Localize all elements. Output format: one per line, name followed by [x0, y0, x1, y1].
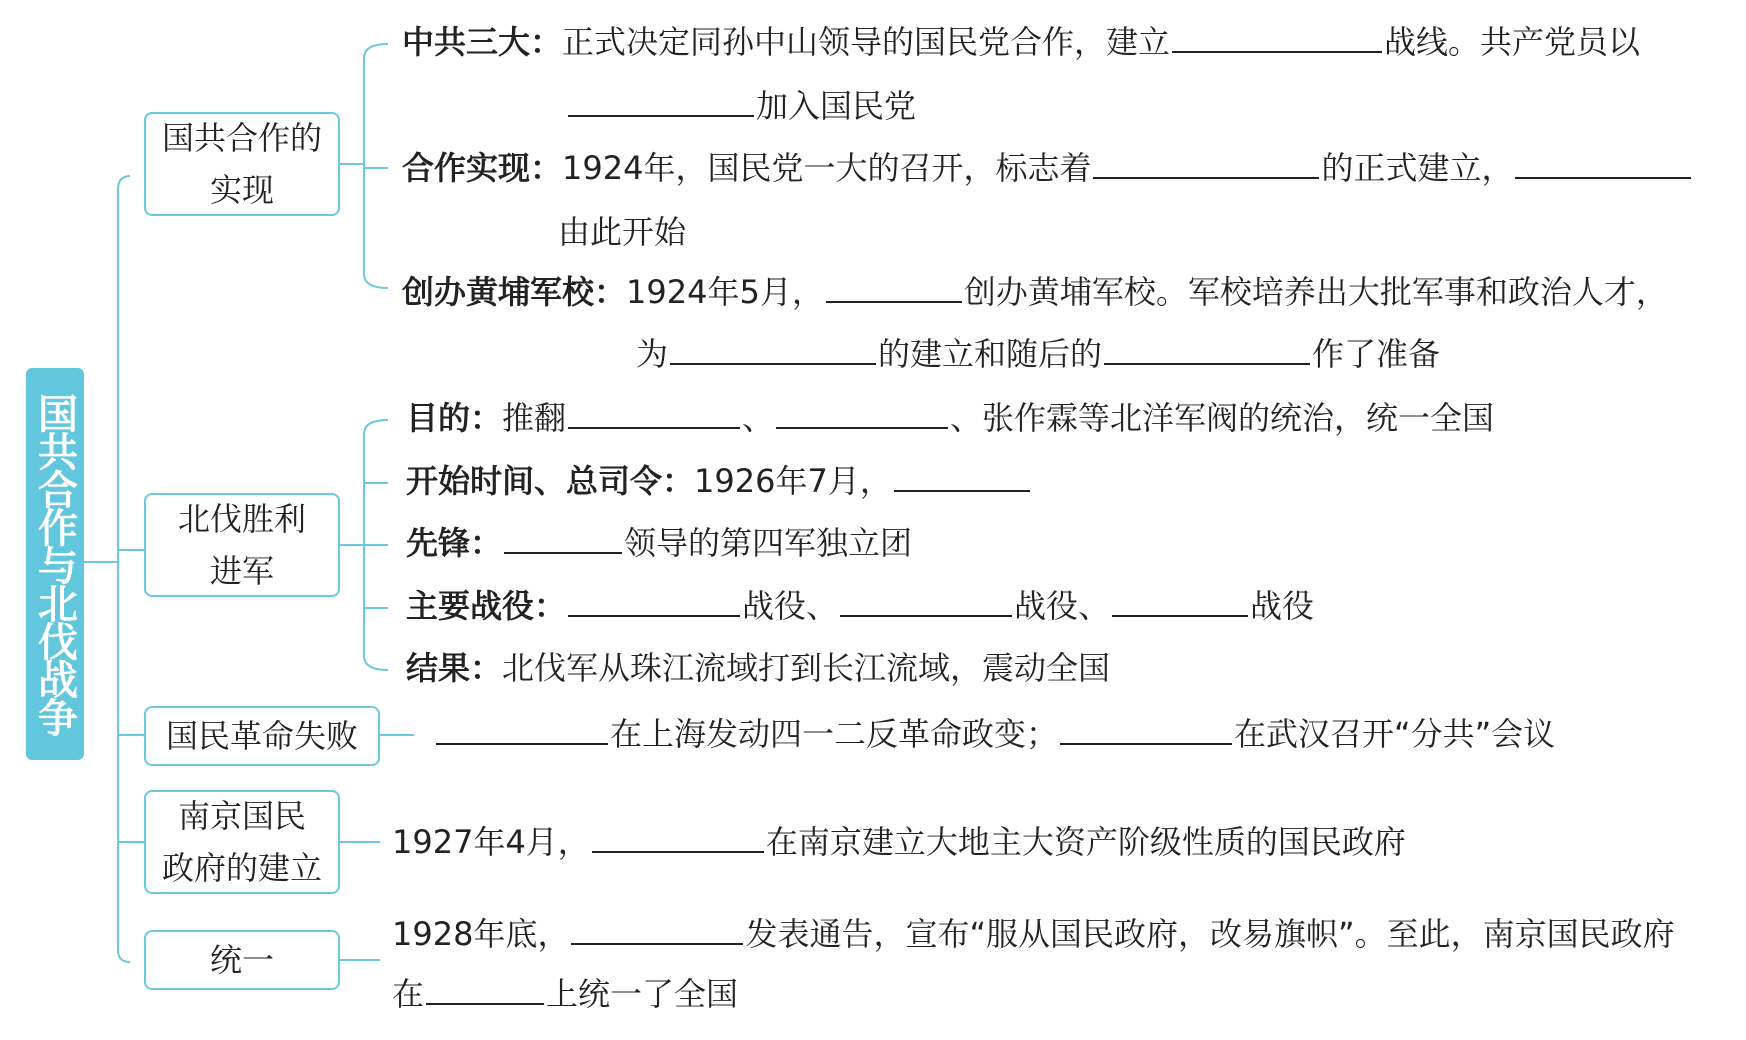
item-third-congress-cont: 加入国民党	[566, 84, 916, 128]
blank	[568, 587, 740, 617]
item-label: 先锋：	[406, 524, 503, 562]
item-label: 中共三大：	[402, 23, 563, 61]
blank	[1172, 23, 1382, 53]
node-kmt-cpc-cooperation: 国共合作的 实现	[144, 112, 340, 216]
item-label: 结果：	[406, 649, 503, 687]
item-main-battles: 主要战役： 战役、 战役、 战役	[406, 587, 1315, 625]
item-vanguard: 先锋： 领导的第四军独立团	[406, 524, 913, 562]
item-purpose: 目的：推翻 、 、张作霖等北洋军阀的统治，统一全国	[406, 399, 1495, 437]
item-whampoa-academy: 创办黄埔军校：1924年5月， 创办黄埔军校。军校培养出大批军事和政治人才，	[402, 273, 1668, 311]
item-unification: 1928年底， 发表通告，宣布“服从国民政府，改易旗帜”。至此，南京国民政府	[392, 915, 1675, 953]
item-cooperation-realized: 合作实现：1924年，国民党一大的召开，标志着 的正式建立，	[402, 146, 1693, 190]
item-label: 目的：	[406, 399, 503, 437]
node-unification: 统一	[144, 930, 340, 990]
node-northern-expedition: 北伐胜利 进军	[144, 493, 340, 597]
blank	[426, 975, 544, 1005]
blank	[776, 399, 948, 429]
blank	[670, 335, 876, 365]
blank	[436, 715, 608, 745]
blank	[826, 273, 962, 303]
item-third-congress: 中共三大：正式决定同孙中山领导的国民党合作，建立 战线。共产党员以	[402, 23, 1641, 61]
item-unification-cont: 在 上统一了全国	[392, 975, 739, 1013]
blank	[568, 87, 754, 117]
item-label: 主要战役：	[406, 587, 567, 625]
blank	[592, 823, 764, 853]
blank	[1060, 715, 1232, 745]
item-label: 合作实现：	[402, 149, 563, 187]
blank	[894, 462, 1030, 492]
blank	[840, 587, 1012, 617]
root-title	[26, 368, 84, 760]
item-revolution-failure: 在上海发动四一二反革命政变； 在武汉召开“分共”会议	[434, 712, 1555, 756]
node-nanjing-government: 南京国民 政府的建立	[144, 790, 340, 894]
item-nanjing-government: 1927年4月， 在南京建立大地主大资产阶级性质的国民政府	[392, 823, 1406, 861]
item-start-time: 开始时间、总司令：1926年7月，	[406, 459, 1032, 503]
blank	[1515, 149, 1691, 179]
item-result: 结果：北伐军从珠江流域打到长江流域，震动全国	[406, 649, 1111, 687]
blank	[1104, 335, 1310, 365]
item-label: 创办黄埔军校：	[402, 273, 627, 311]
item-whampoa-academy-cont: 为 的建立和随后的 作了准备	[636, 335, 1441, 373]
item-label: 开始时间、总司令：	[406, 462, 695, 500]
root-title-text: 国共合作与北伐战争	[31, 393, 78, 735]
item-cooperation-realized-cont: 由此开始	[558, 213, 687, 251]
blank	[1093, 149, 1319, 179]
blank	[571, 915, 743, 945]
blank	[1112, 587, 1248, 617]
blank	[568, 399, 740, 429]
node-revolution-failure: 国民革命失败	[144, 706, 380, 766]
blank	[504, 524, 622, 554]
